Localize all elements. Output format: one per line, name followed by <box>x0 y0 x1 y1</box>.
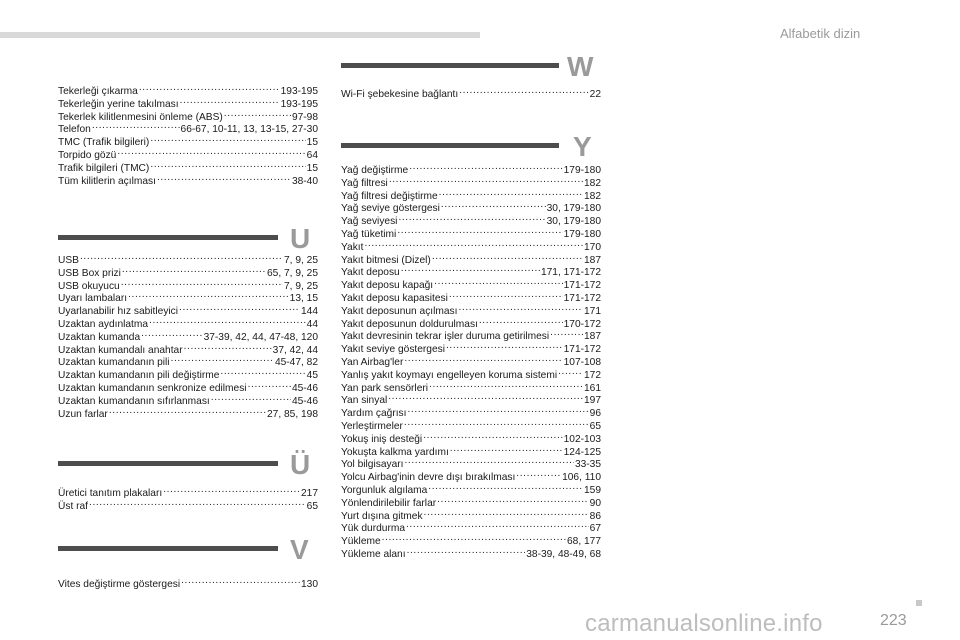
index-entry <box>341 429 601 445</box>
dot-leader <box>224 107 291 120</box>
entry-pages: 171-172 <box>563 280 601 292</box>
entry-term: Yakıt seviye göstergesi <box>341 344 445 356</box>
entry-pages: 65 <box>306 500 318 512</box>
index-entry <box>58 391 318 407</box>
section-header-w <box>341 52 603 82</box>
entry-pages: 179-180 <box>563 165 601 176</box>
index-entry <box>341 186 601 202</box>
dot-leader <box>423 429 562 442</box>
index-entry <box>341 275 601 292</box>
index-entry <box>341 173 601 189</box>
index-entry <box>341 250 601 266</box>
entry-pages: 171, 171-172 <box>540 267 601 279</box>
index-entry <box>341 416 601 432</box>
entry-pages: 90 <box>589 497 601 509</box>
dot-leader <box>211 391 291 404</box>
entry-pages: 179-180 <box>563 229 601 240</box>
index-entry <box>341 506 601 522</box>
entry-term: Tekerlek kilitlenmesini önleme (ABS) <box>58 111 223 123</box>
entry-term: Yardım çağrısı <box>341 408 407 420</box>
entry-pages: 37, 42, 44 <box>272 344 318 356</box>
entry-pages: 171 <box>584 305 601 317</box>
dot-leader <box>117 145 305 158</box>
entry-term: Yol bilgisayarı <box>341 459 404 471</box>
index-entry <box>58 327 318 343</box>
dot-leader <box>150 158 305 171</box>
watermark: carmanualsonline.info <box>585 610 823 637</box>
entry-pages: 64 <box>306 150 318 161</box>
index-entry <box>341 442 601 458</box>
section-header-uu <box>58 450 320 480</box>
entry-pages: 187 <box>584 254 601 266</box>
entry-pages: 96 <box>589 408 601 420</box>
page-number: 223 <box>880 612 907 629</box>
entry-term: Uyarı lambaları <box>58 293 128 305</box>
index-entry <box>341 390 601 407</box>
dot-leader <box>479 314 563 327</box>
entry-term: Yağ seviyesi <box>341 216 398 228</box>
entry-term: Trafik bilgileri (TMC) <box>58 162 150 174</box>
index-entry <box>341 211 601 228</box>
entry-pages: 86 <box>589 510 601 522</box>
index-entry <box>341 314 601 330</box>
entry-pages: 13, 15 <box>289 293 318 305</box>
dot-leader <box>446 339 563 352</box>
dot-leader <box>157 171 291 184</box>
index-entry <box>58 107 318 123</box>
index-entry <box>341 480 601 496</box>
index-entry <box>341 262 601 279</box>
dot-leader <box>220 365 305 378</box>
entry-pages: 30, 179-180 <box>546 216 601 228</box>
entry-term: Yağ değiştirme <box>341 165 409 176</box>
dot-leader <box>458 301 583 314</box>
entry-term: Üretici tanıtım plakaları <box>58 488 163 499</box>
entry-term: Yan Airbag'ler <box>341 357 404 368</box>
entry-pages: 170-172 <box>563 318 601 330</box>
entry-term: Yan park sensörleri <box>341 382 429 394</box>
index-entry <box>58 263 318 279</box>
dot-leader <box>437 493 589 506</box>
entry-term: Uzaktan kumandanın pili değiştirme <box>58 370 220 382</box>
section-letter-u: U <box>290 223 311 254</box>
dot-leader <box>398 211 545 224</box>
entry-term: Vites değiştirme göstergesi <box>58 579 181 590</box>
entry-pages: 193-195 <box>280 86 318 97</box>
entry-term: USB <box>58 255 79 266</box>
index-entry <box>58 171 318 187</box>
entry-pages: 182 <box>584 190 601 202</box>
entry-pages: 144 <box>301 306 318 318</box>
entry-term: Yorgunluk algılama <box>341 485 428 496</box>
index-entry <box>58 340 318 356</box>
index-entry <box>58 365 318 382</box>
dot-leader <box>449 288 563 301</box>
entry-term: Yakıt <box>341 241 364 253</box>
index-entry <box>58 145 318 161</box>
entry-pages: 124-125 <box>563 446 601 458</box>
entry-pages: 66-67, 10-11, 13, 13-15, 27-30 <box>180 124 318 136</box>
index-entry <box>341 160 601 176</box>
dot-leader <box>409 160 562 173</box>
index-entry <box>341 198 601 215</box>
entry-pages: 170 <box>584 241 601 253</box>
entry-term: Uzaktan kumanda <box>58 331 141 343</box>
entry-pages: 22 <box>589 89 601 100</box>
entry-term: Yerleştirmeler <box>341 421 403 432</box>
entry-pages: 38-40 <box>291 175 318 187</box>
entry-term: USB Box prizi <box>58 267 121 279</box>
entry-term: Yanlış yakıt koymayı engelleyen koruma sistemi <box>341 369 558 381</box>
entry-term: Yük durdurma <box>341 523 405 535</box>
dot-leader <box>184 340 272 353</box>
entry-term: Yakıt bitmesi (Dizel) <box>341 254 431 266</box>
entry-pages: 7, 9, 25 <box>284 255 318 266</box>
entry-pages: 67 <box>589 523 601 535</box>
entry-term: Telefon <box>58 124 91 136</box>
dot-leader <box>179 301 300 314</box>
entry-pages: 38-39, 48-49, 68 <box>526 549 601 560</box>
entry-term: Yükleme <box>341 536 381 548</box>
page-marker <box>916 600 922 606</box>
dot-leader <box>149 314 306 327</box>
dot-leader <box>163 483 300 496</box>
dot-leader <box>558 365 583 378</box>
entry-pages: 159 <box>584 485 601 496</box>
entry-term: Uzaktan kumandanın sıfırlanması <box>58 395 210 407</box>
entry-pages: 45 <box>306 370 318 382</box>
index-entry <box>58 352 318 369</box>
entry-term: Tekerleği çıkarma <box>58 86 138 97</box>
entry-term: Yakıt deposu <box>341 267 400 279</box>
entry-term: Yolcu Airbag'inin devre dışı bırakılması <box>341 472 516 484</box>
entry-pages: 45-47, 82 <box>274 357 318 369</box>
index-entry <box>58 404 318 420</box>
index-entry <box>58 81 318 97</box>
index-entry <box>58 314 318 330</box>
entry-term: Yakıt deposu kapasitesi <box>341 293 448 304</box>
entry-term: Yağ filtresi değiştirme <box>341 190 438 202</box>
dot-leader <box>428 480 583 493</box>
entry-term: Uzaktan kumandanın pili <box>58 357 170 369</box>
dot-leader <box>441 198 546 211</box>
entry-term: Yakıt devresinin tekrar işler duruma getirilmesi <box>341 331 550 343</box>
entry-pages: 45-46 <box>291 395 318 407</box>
index-entry <box>341 352 601 368</box>
dot-leader <box>92 119 180 132</box>
entry-pages: 33-35 <box>574 459 601 471</box>
index-entry <box>341 339 601 356</box>
entry-pages: 171-172 <box>563 293 601 304</box>
index-entry <box>341 301 601 317</box>
dot-leader <box>550 326 583 339</box>
dot-leader <box>128 288 289 301</box>
entry-pages: 187 <box>584 331 601 343</box>
dot-leader <box>122 263 266 276</box>
entry-term: Üst raf <box>58 500 89 512</box>
entry-term: Wi-Fi şebekesine bağlantı <box>341 89 459 100</box>
dot-leader <box>80 250 283 263</box>
index-entry <box>58 158 318 174</box>
entry-term: Yağ tüketimi <box>341 229 397 240</box>
index-entry <box>341 531 601 548</box>
entry-pages: 172 <box>584 369 601 381</box>
entry-term: Yönlendirilebilir farlar <box>341 497 437 509</box>
index-entry <box>58 132 318 149</box>
index-entry <box>341 378 601 394</box>
section-header-v <box>58 535 320 565</box>
entry-term: Yokuşta kalkma yardımı <box>341 446 449 458</box>
dot-leader <box>397 224 562 237</box>
index-entry <box>341 288 601 304</box>
entry-pages: 27, 85, 198 <box>267 408 318 420</box>
index-entry <box>341 237 601 253</box>
dot-leader <box>450 442 563 455</box>
dot-leader <box>364 237 583 250</box>
index-entry <box>341 518 601 535</box>
section-header-y <box>341 132 603 162</box>
dot-leader <box>89 496 306 509</box>
dot-leader <box>407 403 588 416</box>
index-entry <box>58 378 318 394</box>
entry-pages: 102-103 <box>563 433 601 445</box>
entry-term: Uzun farlar <box>58 408 108 420</box>
index-entry <box>341 224 601 240</box>
dot-leader <box>424 506 589 519</box>
section-rule <box>341 63 559 68</box>
section-rule <box>58 461 278 466</box>
entry-pages: 45-46 <box>291 383 318 394</box>
entry-term: Yakıt deposu kapağı <box>341 280 434 292</box>
entry-pages: 15 <box>306 162 318 174</box>
dot-leader <box>141 327 202 340</box>
entry-term: Yurt dışına gitmek <box>341 510 423 522</box>
index-entry <box>341 365 601 381</box>
dot-leader <box>406 518 589 531</box>
index-entry <box>341 454 601 471</box>
dot-leader <box>404 454 573 467</box>
entry-pages: 197 <box>584 395 601 407</box>
entry-pages: 30, 179-180 <box>546 203 601 215</box>
index-entry <box>58 250 318 266</box>
entry-term: Torpido gözü <box>58 150 117 161</box>
dot-leader <box>180 94 280 107</box>
section-letter-w: W <box>567 51 594 82</box>
index-entry <box>58 276 318 292</box>
dot-leader <box>429 378 583 391</box>
section-letter-uu: Ü <box>290 449 311 480</box>
entry-pages: 217 <box>301 488 318 499</box>
dot-leader <box>516 467 561 480</box>
index-entry <box>58 94 318 110</box>
entry-term: Yakıt deposunun açılması <box>341 305 458 317</box>
entry-term: Yan sinyal <box>341 395 388 407</box>
dot-leader <box>432 250 583 263</box>
dot-leader <box>150 132 305 145</box>
section-letter-y: Y <box>573 131 592 162</box>
entry-pages: 15 <box>306 137 318 149</box>
entry-term: Yükleme alanı <box>341 549 406 560</box>
entry-term: Tekerleğin yerine takılması <box>58 98 179 110</box>
section-rule <box>58 546 278 551</box>
dot-leader <box>401 262 540 275</box>
section-rule <box>58 235 278 240</box>
header-rule <box>0 32 480 38</box>
entry-pages: 107-108 <box>563 357 601 368</box>
entry-term: Yağ seviye göstergesi <box>341 203 440 215</box>
entry-term: Yokuş iniş desteği <box>341 433 423 445</box>
entry-pages: 182 <box>584 177 601 189</box>
entry-term: TMC (Trafik bilgileri) <box>58 137 150 149</box>
entry-pages: 161 <box>584 382 601 394</box>
entry-term: Uzaktan kumandalı anahtar <box>58 344 183 356</box>
index-entry <box>58 574 318 590</box>
index-entry <box>58 483 318 499</box>
dot-leader <box>181 574 300 587</box>
entry-term: Yağ filtresi <box>341 177 388 189</box>
dot-leader <box>439 186 583 199</box>
dot-leader <box>407 544 526 557</box>
entry-term: Uyarlanabilir hız sabitleyici <box>58 306 179 318</box>
dot-leader <box>121 276 283 289</box>
entry-pages: 171-172 <box>563 344 601 356</box>
entry-pages: 130 <box>301 579 318 590</box>
index-entry <box>341 544 601 560</box>
entry-pages: 193-195 <box>280 98 318 110</box>
index-entry <box>58 119 318 136</box>
entry-pages: 37-39, 42, 44, 47-48, 120 <box>203 331 318 343</box>
entry-pages: 65 <box>589 421 601 432</box>
dot-leader <box>139 81 280 94</box>
entry-pages: 44 <box>306 319 318 330</box>
section-rule <box>341 143 559 148</box>
entry-term: USB okuyucu <box>58 280 120 292</box>
dot-leader <box>171 352 274 365</box>
section-title: Alfabetik dizin <box>780 26 861 41</box>
index-entry <box>58 288 318 305</box>
dot-leader <box>404 352 562 365</box>
dot-leader <box>404 416 589 429</box>
index-entry <box>58 496 318 512</box>
entry-term: Uzaktan aydınlatma <box>58 319 149 330</box>
index-entry <box>341 493 601 509</box>
dot-leader <box>459 84 588 97</box>
dot-leader <box>389 173 583 186</box>
entry-pages: 106, 110 <box>562 472 601 484</box>
index-entry <box>341 84 601 100</box>
entry-term: Yakıt deposunun doldurulması <box>341 318 478 330</box>
index-entry <box>58 301 318 318</box>
entry-pages: 65, 7, 9, 25 <box>267 267 318 279</box>
dot-leader <box>109 404 266 417</box>
entry-pages: 7, 9, 25 <box>284 280 318 292</box>
index-entry <box>341 403 601 420</box>
index-entry <box>341 467 601 484</box>
entry-pages: 68, 177 <box>567 536 601 548</box>
dot-leader <box>388 390 583 403</box>
dot-leader <box>248 378 291 391</box>
dot-leader <box>382 531 566 544</box>
entry-pages: 97-98 <box>291 111 318 123</box>
section-letter-v: V <box>290 534 309 565</box>
entry-term: Tüm kilitlerin açılması <box>58 175 156 187</box>
dot-leader <box>434 275 562 288</box>
entry-term: Uzaktan kumandanın senkronize edilmesi <box>58 383 247 394</box>
index-entry <box>341 326 601 343</box>
